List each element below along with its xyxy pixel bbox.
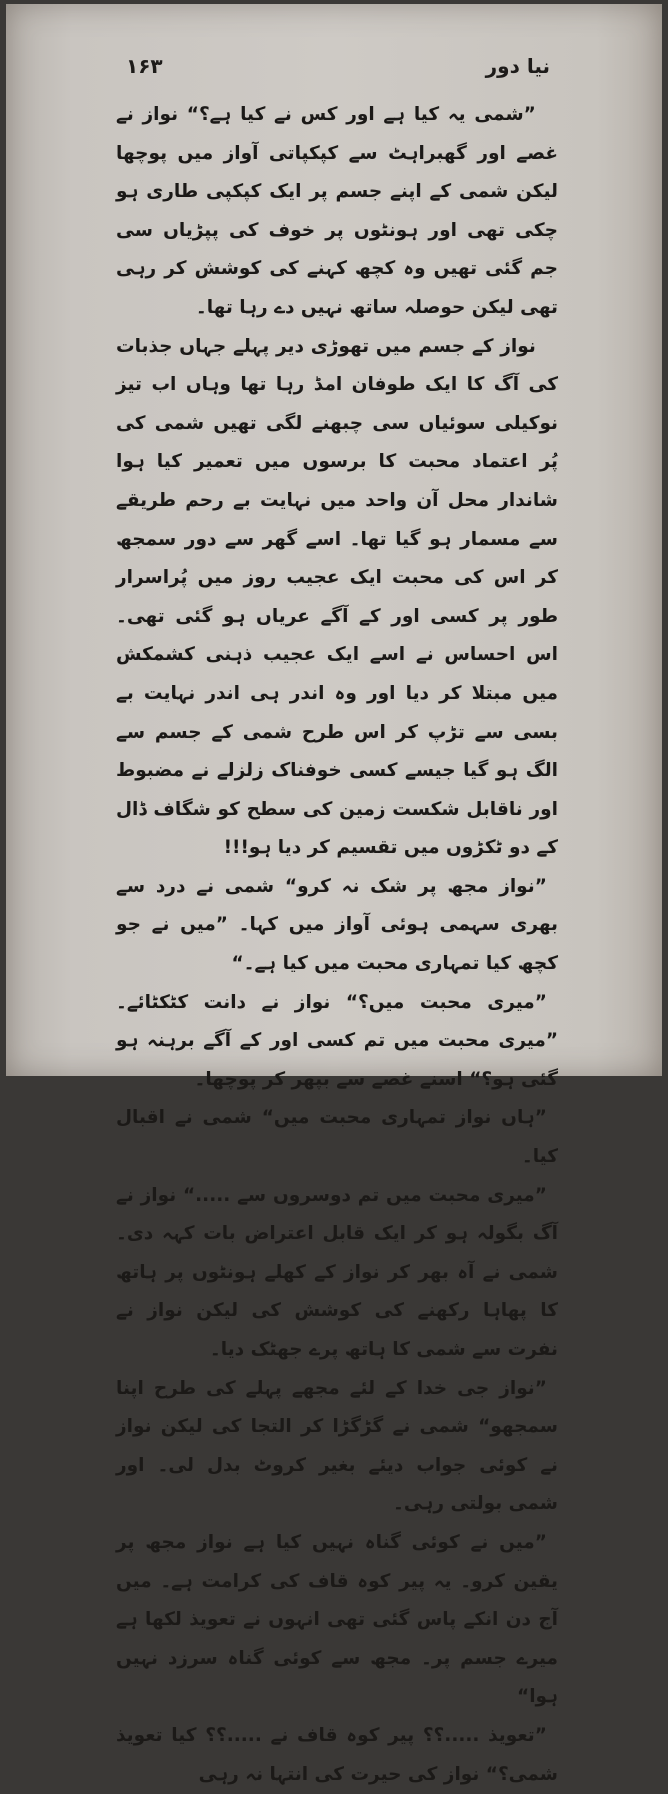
paragraph-9: ”تعویذ .....؟؟ پیر کوہ قاف نے .....؟؟ کیا تعویذ شمی؟“ نواز کی حیرت کی انتہا نہ رہی [116,1724,558,1785]
paragraph-5: ”ہاں نواز تمہاری محبت میں“ شمی نے اقبال کیا۔ [116,1107,558,1168]
paragraph-7: ”نواز جی خدا کے لئے مجھے پہلے کی طرح اپنا سمجھو“ شمی نے گڑگڑا کر التجا کی لیکن نواز نے کوئی جواب دیئے بغیر کروٹ بدل لی۔ اور شمی بولتی رہی۔ [116,1377,558,1515]
body-text [116,96,558,1785]
paragraph-6: ”میری محبت میں تم دوسروں سے .....“ نواز نے آگ بگولہ ہو کر ایک قابل اعتراض بات کہہ دی۔ شمی نے آہ بھر کر نواز کے کھلے ہونٹوں پر ہاتھ کا پھاہا رکھنے کی کوشش کی لیکن نواز نے نفرت سے شمی کا ہاتھ پرے جھٹک دیا۔ [116,1184,558,1360]
paragraph-1: ”شمی یہ کیا ہے اور کس نے کیا ہے؟“ نواز نے غصے اور گھبراہٹ سے کپکپاتی آواز میں پوچھا لیکن شمی کے اپنے جسم پر ایک کپکپی طاری ہو چکی تھی اور ہونٹوں پر خوف کی پپڑیاں سی جم گئی تھیں وہ کچھ کہنے کی کوشش کر رہی تھی لیکن حوصلہ ساتھ نہیں دے رہا تھا۔ [116,104,558,318]
paragraph-4: ”میری محبت میں؟“ نواز نے دانت کٹکٹائے۔ ”میری محبت میں تم کسی اور کے آگے برہنہ ہو گئی ہو؟“ اسنے غصے سے بپھر کر پوچھا۔ [116,991,558,1090]
running-title: نیا دور [485,54,550,78]
paragraph-3: ”نواز مجھ پر شک نہ کرو“ شمی نے درد سے بھری سہمی ہوئی آواز میں کہا۔ ”میں نے جو کچھ کیا تمہاری محبت میں کیا ہے۔“ [116,875,558,975]
paragraph-2: نواز کے جسم میں تھوڑی دیر پہلے جہاں جذبات کی آگ کا ایک طوفان امڈ رہا تھا وہاں اب تیز نوکیلی سوئیاں سی چبھنے لگی تھیں شمی کی پُر اعتماد محبت کا برسوں میں تعمیر کیا ہوا شاندار محل آن واحد میں نہایت بے رحم طریقے سے مسمار ہو گیا تھا۔ اسے گھر سے دور سمجھ کر اس کی محبت ایک عجیب روز میں پُراسرار طور پر کسی اور کے آگے عریاں ہو گئی تھی۔ اس احساس نے اسے ایک عجیب ذہنی کشمکش میں مبتلا کر دیا اور وہ اندر ہی اندر نہایت بے بسی سے تڑپ کر اس طرح شمی کے جسم سے الگ ہو گیا جیسے کسی خوفناک زلزلے نے مضبوط اور ناقابل شکست زمین کی سطح کو شگاف ڈال کے دو ٹکڑوں میں تقسیم کر دیا ہو!!! [116,335,558,859]
book-page [6,4,662,1785]
paragraph-8: ”میں نے کوئی گناہ نہیں کیا ہے نواز مجھ پر یقین کرو۔ یہ پیر کوہ قاف کی کرامت ہے۔ میں آج دن انکے پاس گئی تھی انہوں نے تعویذ لکھا ہے میرے جسم پر۔ مجھ سے کوئی گناہ سرزد نہیں ہوا“ [116,1531,558,1708]
page-number: ۱۶۳ [126,54,163,78]
page-header [6,4,662,84]
